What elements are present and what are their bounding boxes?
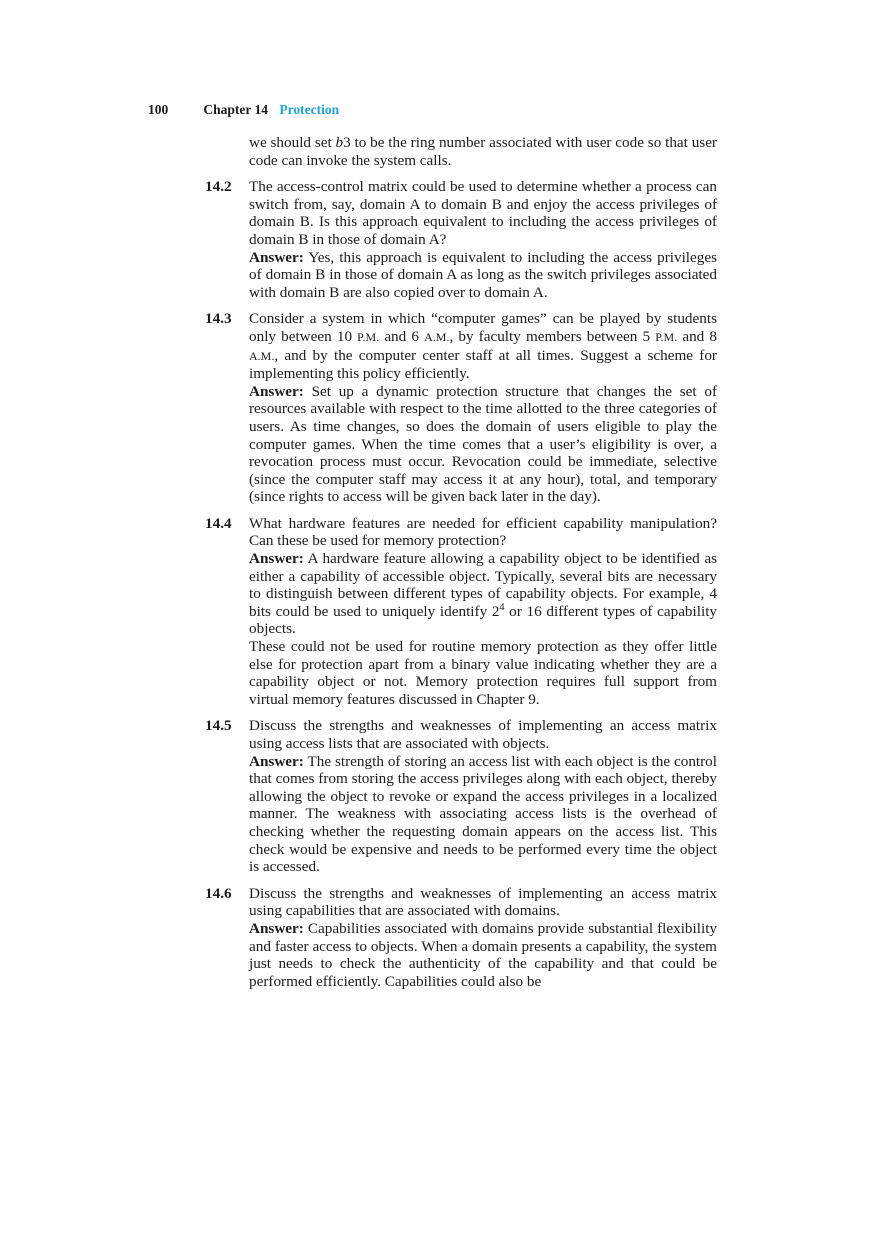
time-am: A.M. <box>424 329 450 344</box>
question-text: Discuss the strengths and weaknesses of implementing an access matrix using capabilities that are associated with domains. <box>249 884 717 920</box>
exponent: 4 <box>499 601 505 613</box>
continuation-paragraph <box>249 134 717 169</box>
answer-label: Answer: <box>249 752 304 770</box>
question-text <box>249 310 717 382</box>
answer-paragraph <box>249 249 717 302</box>
question-segment: and 6 <box>379 327 425 345</box>
page-body <box>205 134 717 999</box>
exercise-14-3 <box>205 310 717 506</box>
exercise-number: 14.4 <box>205 514 232 532</box>
exercise-number: 14.2 <box>205 178 232 196</box>
exercise-number: 14.3 <box>205 310 232 328</box>
question-segment: , and by the computer center staff at all times. Suggest a scheme for implementing this policy efficiently. <box>249 346 717 383</box>
answer-text-end: or 16 different types of capability objects. <box>249 602 718 638</box>
question-text: What hardware features are needed for efficient capability manipulation? Can these be used for memory protection? <box>249 514 717 550</box>
exercise-body <box>249 178 717 301</box>
answer-text: The strength of storing an access list with each object is the control that comes from storing the access privileges along with each object, thereby allowing the object to revoke or expand the access privileges in a localized manner. The weakness with associating access lists is the overhead of checking whether the requesting domain appears on the access list. This check would be expensive and needs to be performed every time the object is accessed. <box>249 752 717 876</box>
answer-text: Set up a dynamic protection structure that changes the set of resources available with respect to the time allotted to the three categories of users. As time changes, so does the domain of users eligible to play the computer games. When the time comes that a user’s eligibility is over, a revocation process must occur. Revocation could be immediate, selective (since the computer staff may access it at any hour), total, and temporary (since rights to access will be given back later in the day). <box>249 382 717 506</box>
page-number: 100 <box>148 102 169 117</box>
running-head <box>148 101 339 119</box>
answer-paragraph <box>249 383 717 506</box>
time-am: A.M. <box>249 348 275 363</box>
answer-text: Capabilities associated with domains provide substantial flexibility and faster access to objects. When a domain presents a capability, the system just needs to check the authenticity of the capability and that could be performed efficiently. Capabilities could also be <box>249 919 718 990</box>
exercise-body <box>249 717 717 875</box>
answer-label: Answer: <box>249 550 304 568</box>
continuation-text-start: we should set <box>249 134 336 151</box>
answer-paragraph <box>249 550 717 638</box>
time-pm: P.M. <box>357 329 380 344</box>
continuation-text-end: 3 to be the ring number associated with user code so that user code can invoke the system calls. <box>249 134 717 169</box>
exercise-body <box>249 885 717 991</box>
exercise-body <box>249 310 717 506</box>
time-pm: P.M. <box>655 329 678 344</box>
question-segment: Consider a system in which “computer games” can be played by students only between 10 <box>249 310 717 345</box>
question-text: Discuss the strengths and weaknesses of implementing an access matrix using access lists that are associated with objects. <box>249 717 717 752</box>
question-segment: and 8 <box>677 327 717 345</box>
answer-paragraph-2: These could not be used for routine memory protection as they offer little else for protection apart from a binary value indicating whether they are a capability object or not. Memory protection requires full support from virtual memory features discussed in Chapter 9. <box>249 638 717 708</box>
answer-text: A hardware feature allowing a capability object to be identified as either a capability of accessible object. Typically, several bits are necessary to distinguish between different types of capability objects. For example, 4 bits could be used to uniquely identify 2 <box>249 550 717 620</box>
exercise-14-2 <box>205 178 717 301</box>
question-segment: , by faculty members between 5 <box>449 327 656 345</box>
exercise-14-6 <box>205 885 717 991</box>
answer-label: Answer: <box>249 919 304 937</box>
answer-paragraph <box>249 753 717 876</box>
answer-label: Answer: <box>249 248 304 266</box>
question-text: The access-control matrix could be used to determine whether a process can switch from, say, domain A to domain B and enjoy the access privileges of domain B. Is this approach equivalent to including the access privileges of domain B in those of domain A? <box>249 178 717 248</box>
variable-b: b <box>335 134 344 151</box>
answer-label: Answer: <box>249 382 304 400</box>
exercise-14-4 <box>205 515 717 709</box>
exercise-body <box>249 515 717 709</box>
answer-paragraph <box>249 920 717 990</box>
answer-text: Yes, this approach is equivalent to including the access privileges of domain B in those of domain A as long as the switch privileges associated with domain B are also copied over to domain A. <box>249 248 717 301</box>
chapter-label: Chapter 14 <box>203 102 269 117</box>
exercise-14-5 <box>205 717 717 875</box>
exercise-number: 14.5 <box>205 717 232 735</box>
chapter-title: Protection <box>279 102 340 117</box>
exercise-number: 14.6 <box>205 884 232 902</box>
